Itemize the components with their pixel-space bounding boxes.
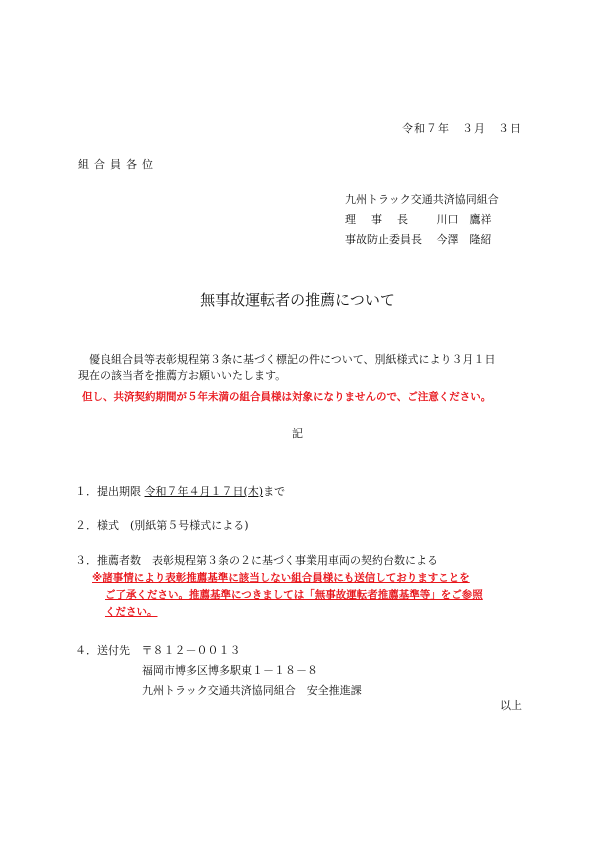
postal-code: 〒８１２－００１３ <box>141 644 241 657</box>
sender-block <box>345 190 499 250</box>
eligibility-warning: 但し、共済契約期間が５年未満の組合員様は対象になりませんので、ご注意ください。 <box>82 391 492 403</box>
note-line-2: ご了承ください。推薦基準につきましては「無事故運転者推薦基準等」をご参照 <box>105 589 483 601</box>
sender-committee <box>345 230 499 250</box>
body-line-1: 優良組合員等表彰規程第３条に基づく標記の件について、別紙様式により３月１日 <box>89 353 496 366</box>
sender-chairman <box>345 210 499 230</box>
destination-address: 福岡市博多区博多駅東１－１８－８ <box>142 664 318 677</box>
send-label: ４．送付先 <box>75 644 130 657</box>
destination-department: 九州トラック交通共済協同組合 安全推進課 <box>142 684 362 697</box>
committee-title: 事故防止委員長 <box>345 233 422 246</box>
item-format: ２．様式 (別紙第５号様式による) <box>75 519 249 532</box>
note-line-1: ※諸事情により表彰推薦基準に該当しない組合員様にも送信しておりますことを <box>92 572 470 584</box>
chairman-title: 理事長 <box>345 213 423 226</box>
closing-mark: 以上 <box>500 699 522 712</box>
deadline-value: 令和７年４月１７日(木) <box>144 485 264 498</box>
committee-name: 今澤 隆紹 <box>436 233 492 246</box>
document-date: 令和７年 ３月 ３日 <box>402 122 522 135</box>
ki-marker: 記 <box>292 427 303 440</box>
body-line-2: 現在の該当者を推薦方お願いいたします。 <box>78 369 287 382</box>
chairman-name: 川口 鷹祥 <box>436 213 492 226</box>
addressee: 組合員各位 <box>78 158 158 171</box>
recommendation-note <box>92 570 483 621</box>
item-deadline <box>75 483 285 499</box>
item-recommendation-count: ３．推薦者数 表彰規程第３条の２に基づく事業用車両の契約台数による <box>75 554 438 567</box>
deadline-label: １．提出期限 <box>75 485 141 498</box>
sender-organization: 九州トラック交通共済協同組合 <box>345 193 499 206</box>
deadline-suffix: まで <box>263 485 286 498</box>
document-title: 無事故運転者の推薦について <box>200 291 395 309</box>
item-destination <box>75 641 362 701</box>
note-line-3: ください。 <box>105 606 158 618</box>
destination-row <box>75 641 362 661</box>
body-paragraph <box>78 352 496 384</box>
